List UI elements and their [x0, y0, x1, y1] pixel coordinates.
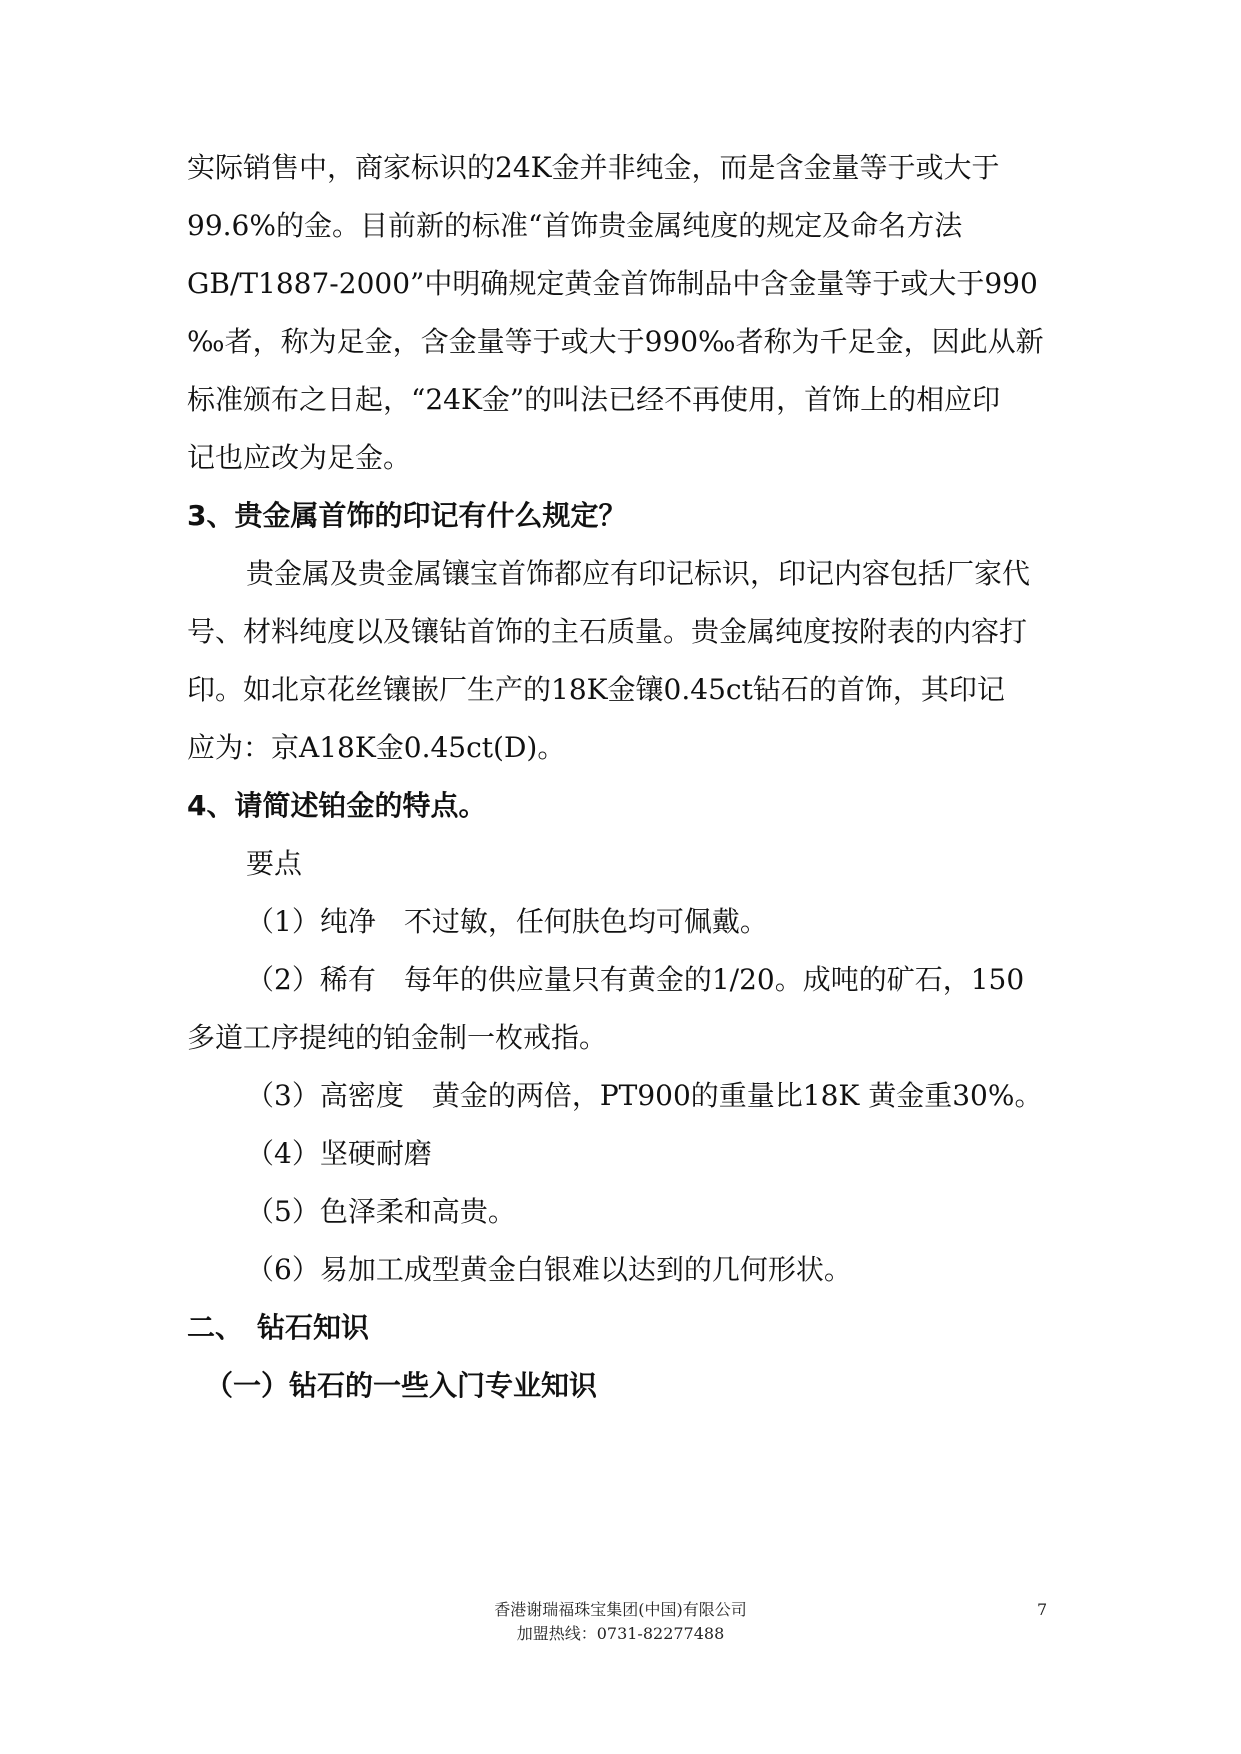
list-item: （6）易加工成型黄金白银难以达到的几何形状。 — [246, 1253, 852, 1286]
list-item: （3）高密度 黄金的两倍，PT900的重量比18K 黄金重30%。 — [246, 1079, 1043, 1112]
body-text-line: 要点 — [246, 847, 303, 880]
body-text-line: ‰者，称为足金，含金量等于或大于990‰者称为千足金，因此从新 — [187, 325, 1044, 358]
body-text-line: 实际销售中，商家标识的24K金并非纯金，而是含金量等于或大于 — [187, 151, 1000, 184]
list-item: （1）纯净 不过敏，任何肤色均可佩戴。 — [246, 905, 768, 938]
list-item: （5）色泽柔和高贵。 — [246, 1195, 516, 1228]
list-item: （4）坚硬耐磨 — [246, 1137, 432, 1170]
body-text-line: 记也应改为足金。 — [187, 441, 412, 474]
body-text-line: 应为：京A18K金0.45ct(D)。 — [187, 731, 566, 764]
section-heading-4: 4、请简述铂金的特点。 — [187, 789, 487, 822]
body-text-line: 多道工序提纯的铂金制一枚戒指。 — [187, 1021, 608, 1054]
page-number: 7 — [1037, 1600, 1048, 1619]
section-heading-3: 3、贵金属首饰的印记有什么规定？ — [187, 499, 627, 532]
body-text-line: 号、材料纯度以及镶钻首饰的主石质量。贵金属纯度按附表的内容打 — [187, 615, 1028, 648]
body-text-line: 印。如北京花丝镶嵌厂生产的18K金镶0.45ct钻石的首饰，其印记 — [187, 673, 1005, 706]
footer-company: 香港谢瑞福珠宝集团(中国)有限公司 — [494, 1600, 747, 1619]
body-text-line: 标准颁布之日起，“24K金”的叫法已经不再使用，首饰上的相应印 — [187, 383, 1001, 416]
subsection-heading: （一）钻石的一些入门专业知识 — [205, 1369, 598, 1402]
list-item: （2）稀有 每年的供应量只有黄金的1/20。成吨的矿石，150 — [246, 963, 1025, 996]
body-text-line: GB/T1887-2000”中明确规定黄金首饰制品中含金量等于或大于990 — [187, 267, 1038, 300]
footer-hotline: 加盟热线：0731-82277488 — [516, 1624, 725, 1643]
body-text-line: 99.6%的金。目前新的标准“首饰贵金属纯度的规定及命名方法 — [187, 209, 963, 242]
body-text-line: 贵金属及贵金属镶宝首饰都应有印记标识，印记内容包括厂家代 — [246, 557, 1031, 590]
chapter-heading: 二、 钻石知识 — [187, 1311, 370, 1344]
